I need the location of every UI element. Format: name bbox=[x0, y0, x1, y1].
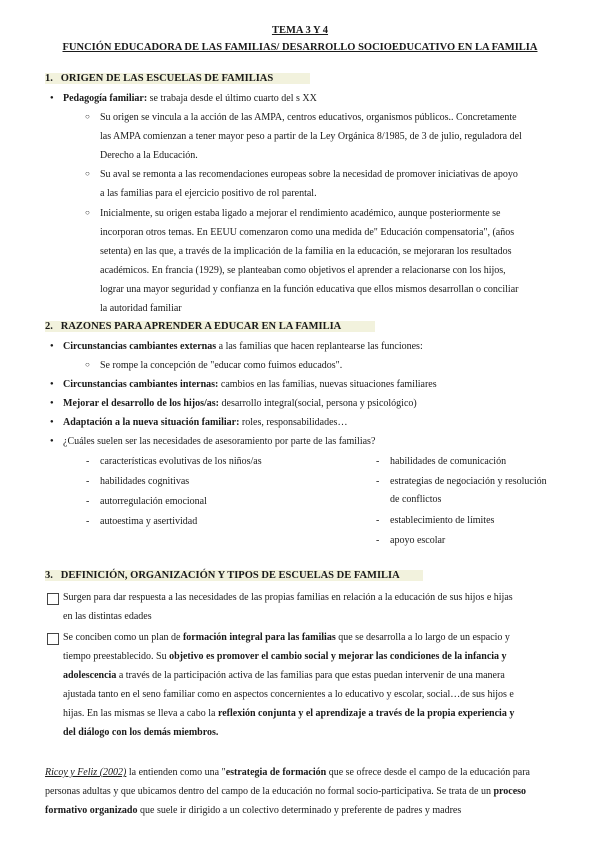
s2-b3-bold: Mejorar el desarrollo de los hijos/as: bbox=[63, 398, 219, 409]
s3-p2-l3a: adolescencia bbox=[63, 670, 117, 681]
s1-sub-3-line2: incorporan otros temas. En EEUU comenzaron como una medida de" Educación compensatoria", (años bbox=[100, 227, 515, 238]
s3-p2-line5 bbox=[63, 708, 514, 719]
section-3-heading bbox=[45, 570, 423, 581]
s1-sub-1-line1: ○ Su origen se vincula a la acción de las AMPA, centros educativos, organismos públicos.. Concretamente bbox=[100, 112, 517, 123]
s1-sub-3-line4: académicos. En francia (1929), se planteaban como objetivos el aprender a relacionarse con los hijos, bbox=[100, 265, 506, 276]
footer-l3a: formativo organizado bbox=[45, 805, 138, 816]
s3-p2-l5a: hijas. En las mismas se lleva a cabo la bbox=[63, 708, 218, 719]
s2-bullet-internas bbox=[63, 379, 437, 390]
s2-b4-bold: Adaptación a la nueva situación familiar: bbox=[63, 417, 240, 428]
s1-sub-2-line2: a las familias para el ejercicio positivo de rol parental. bbox=[100, 188, 317, 199]
s1-b1-text: se trabaja desde el último cuarto del s XX bbox=[147, 93, 317, 104]
s3-p1-text1: Surgen para dar respuesta a las necesidades de las propias familias en relación a la educación de sus hijos e hijas bbox=[63, 592, 513, 603]
section-1-number: 1. bbox=[45, 73, 53, 84]
s3-p2-l2b: objetivo es promover el cambio social y mejorar las condiciones de la infancia y bbox=[169, 651, 507, 662]
section-1-title: ORIGEN DE LAS ESCUELAS DE FAMILIAS bbox=[60, 73, 274, 84]
s2-b2-text: cambios en las familias, nuevas situaciones familiares bbox=[218, 379, 437, 390]
s2-bullet-adaptacion bbox=[63, 417, 347, 428]
s2-bullet-externas bbox=[63, 341, 423, 352]
s3-p2-l1c: que se desarrolla a lo largo de un espacio y bbox=[335, 632, 510, 643]
s2-bullet-desarrollo bbox=[63, 398, 417, 409]
footer-line3 bbox=[45, 805, 461, 816]
s2-sub-1: ○ Se rompe la concepción de "educar como fuimos educados". bbox=[100, 360, 342, 371]
s2-left-item-4: - autoestima y asertividad bbox=[100, 516, 197, 527]
s1-sub-3-line1: ○ Inicialmente, su origen estaba ligado a mejorar el rendimiento académico, aunque posteriormente se bbox=[100, 208, 500, 219]
s2-bullet-necesidades: ● ¿Cuáles suelen ser las necesidades de asesoramiento por parte de las familias? bbox=[63, 436, 375, 447]
s3-p1-line1 bbox=[63, 592, 513, 603]
section-2-number: 2. bbox=[45, 321, 53, 332]
s1-sub-3-line6: la autoridad familiar bbox=[100, 303, 182, 314]
footer-l1c: que se ofrece desde el campo de la educación para bbox=[326, 767, 530, 778]
s1-bullet-pedagogia bbox=[63, 93, 317, 104]
checkbox-icon bbox=[47, 593, 59, 605]
section-3-number: 3. bbox=[45, 570, 53, 581]
s3-p2-l2a: tiempo preestablecido. Su bbox=[63, 651, 170, 662]
footer-line1 bbox=[45, 767, 530, 778]
section-2-title: RAZONES PARA APRENDER A EDUCAR EN LA FAMILIA bbox=[60, 321, 342, 332]
s2-left-item-2: - habilidades cognitivas bbox=[100, 476, 189, 487]
s3-p2-l6: del diálogo con los demás miembros. bbox=[63, 727, 219, 738]
s2-right-item-1: - habilidades de comunicación bbox=[390, 456, 506, 467]
s1-sub-1-line3: Derecho a la Educación. bbox=[100, 150, 198, 161]
section-3-title: DEFINICIÓN, ORGANIZACIÓN Y TIPOS DE ESCUELAS DE FAMILIA bbox=[60, 570, 400, 581]
s1-sub-3-line5: lograr una mayor seguridad y confianza en la función educativa que ellos mismos desarrollan o conciliar bbox=[100, 284, 519, 295]
s1-sub-2-line1: ○ Su aval se remonta a las recomendaciones europeas sobre la necesidad de promover iniciativas de apoyo bbox=[100, 169, 518, 180]
s2-left-item-3: - autorregulación emocional bbox=[100, 496, 207, 507]
footer-l3b: que suele ir dirigido a un colectivo determinado y preferente de padres y madres bbox=[137, 805, 462, 816]
s3-p1-line2: en las distintas edades bbox=[63, 611, 152, 622]
s3-p2-line6 bbox=[63, 727, 218, 738]
checkbox-icon bbox=[47, 633, 59, 645]
page-subtitle: FUNCIÓN EDUCADORA DE LAS FAMILIAS/ DESARROLLO SOCIOEDUCATIVO EN LA FAMILIA bbox=[62, 42, 538, 53]
s3-p2-line3 bbox=[63, 670, 505, 681]
s2-right-item-2-cont: de conflictos bbox=[390, 494, 442, 505]
s2-right-item-3: - establecimiento de límites bbox=[390, 515, 494, 526]
s1-b1-bold: Pedagogía familiar: bbox=[63, 93, 148, 104]
footer-l2b: proceso bbox=[493, 786, 527, 797]
s2-left-item-1: - características evolutivas de los niños/as bbox=[100, 456, 262, 467]
s2-b1-text: a las familias que hacen replantearse las funciones: bbox=[216, 341, 423, 352]
s1-sub-3-line3: setenta) en las que, a través de la implicación de la familia en la educación, se mejoraran los resultados bbox=[100, 246, 512, 257]
s3-p2-l1b: formación integral para las familias bbox=[182, 632, 336, 643]
s1-sub-1-line2: las AMPA comienzan a tener mayor peso a partir de la Ley Orgánica 8/1985, de 3 de julio, reguladora del bbox=[100, 131, 522, 142]
section-2-heading bbox=[45, 321, 375, 332]
footer-l1b: estrategia de formación bbox=[225, 767, 327, 778]
s2-b4-text: roles, responsabilidades… bbox=[239, 417, 348, 428]
citation-link: Ricoy y Feliz (2002) bbox=[45, 767, 127, 778]
s2-right-item-2: - estrategias de negociación y resolución bbox=[390, 476, 547, 487]
s3-p2-l1a: Se conciben como un plan de bbox=[63, 632, 183, 643]
s2-b3-text: desarrollo integral(social, persona y psicológico) bbox=[219, 398, 417, 409]
page-title: TEMA 3 Y 4 bbox=[271, 25, 329, 36]
s2-right-item-4: - apoyo escolar bbox=[390, 535, 445, 546]
s3-p2-line1 bbox=[63, 632, 510, 643]
footer-l2a: personas adultas y que ubicamos dentro del campo de la educación no formal socio-participativa. Se trata de un bbox=[45, 786, 494, 797]
s3-p2-line4: ajustada tanto en el seno familiar como en aspectos concernientes a lo educativo y escolar, social…de sus hijos e bbox=[63, 689, 514, 700]
section-1-heading bbox=[45, 73, 310, 84]
s2-b1-bold: Circunstancias cambiantes externas bbox=[63, 341, 217, 352]
footer-l1a: la entienden como una " bbox=[126, 767, 226, 778]
s3-p2-l3b: a través de la participación activa de las familias para que estas puedan intervenir de una manera bbox=[116, 670, 505, 681]
s3-p2-line2 bbox=[63, 651, 507, 662]
s3-p2-l5b: reflexión conjunta y el aprendizaje a través de la propia experiencia y bbox=[217, 708, 515, 719]
s2-b2-bold: Circunstancias cambiantes internas: bbox=[63, 379, 219, 390]
footer-line2 bbox=[45, 786, 526, 797]
